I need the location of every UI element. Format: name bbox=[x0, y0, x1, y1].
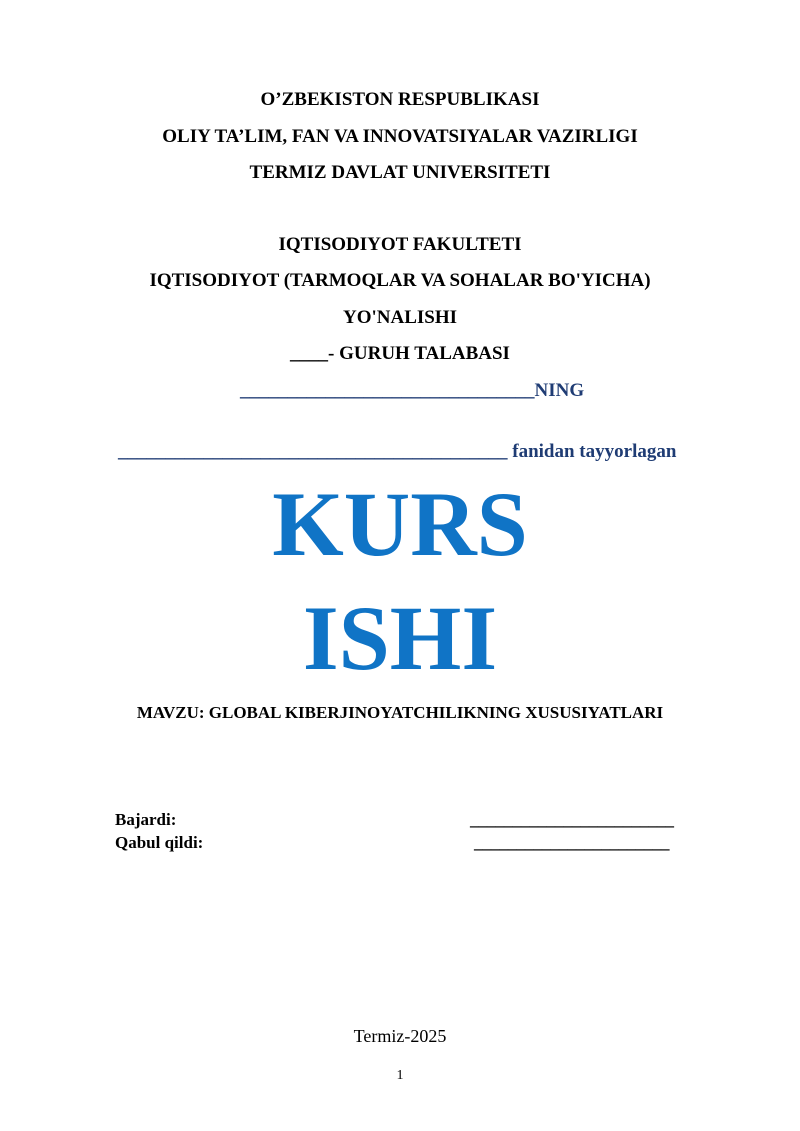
faculty-name: IQTISODIYOT FAKULTETI bbox=[278, 234, 522, 255]
page-number: 1 bbox=[396, 1068, 404, 1083]
student-name-suffix: NING bbox=[534, 380, 585, 401]
accepted-by-blank: _______________________ bbox=[474, 833, 670, 852]
accepted-by-label: Qabul qildi: bbox=[115, 833, 204, 852]
subject-blank: _________________________________________ bbox=[118, 441, 508, 462]
direction-label: YO'NALISHI bbox=[342, 307, 458, 328]
group-line: ____- GURUH TALABASI bbox=[290, 343, 510, 364]
university-name: TERMIZ DAVLAT UNIVERSITETI bbox=[249, 162, 551, 183]
ministry-name: OLIY TA’LIM, FAN VA INNOVATSIYALAR VAZIRLIGI bbox=[162, 126, 638, 147]
place-year: Termiz-2025 bbox=[353, 1026, 447, 1046]
direction-name: IQTISODIYOT (TARMOQLAR VA SOHALAR BO'YICHA) bbox=[149, 270, 651, 291]
title-word-kurs: KURS bbox=[272, 473, 528, 575]
title-word-ishi: ISHI bbox=[302, 587, 498, 689]
ministry-country: O’ZBEKISTON RESPUBLIKASI bbox=[260, 89, 540, 110]
done-by-label: Bajardi: bbox=[115, 810, 177, 829]
subject-suffix: fanidan tayyorlagan bbox=[507, 441, 677, 462]
student-name-blank: _______________________________ bbox=[240, 380, 535, 401]
topic-line: MAVZU: GLOBAL KIBERJINOYATCHILIKNING XUSUSIYATLARI bbox=[136, 703, 664, 722]
done-by-blank: ________________________ bbox=[470, 810, 674, 829]
student-name-line bbox=[240, 380, 584, 402]
subject-line bbox=[118, 441, 676, 463]
